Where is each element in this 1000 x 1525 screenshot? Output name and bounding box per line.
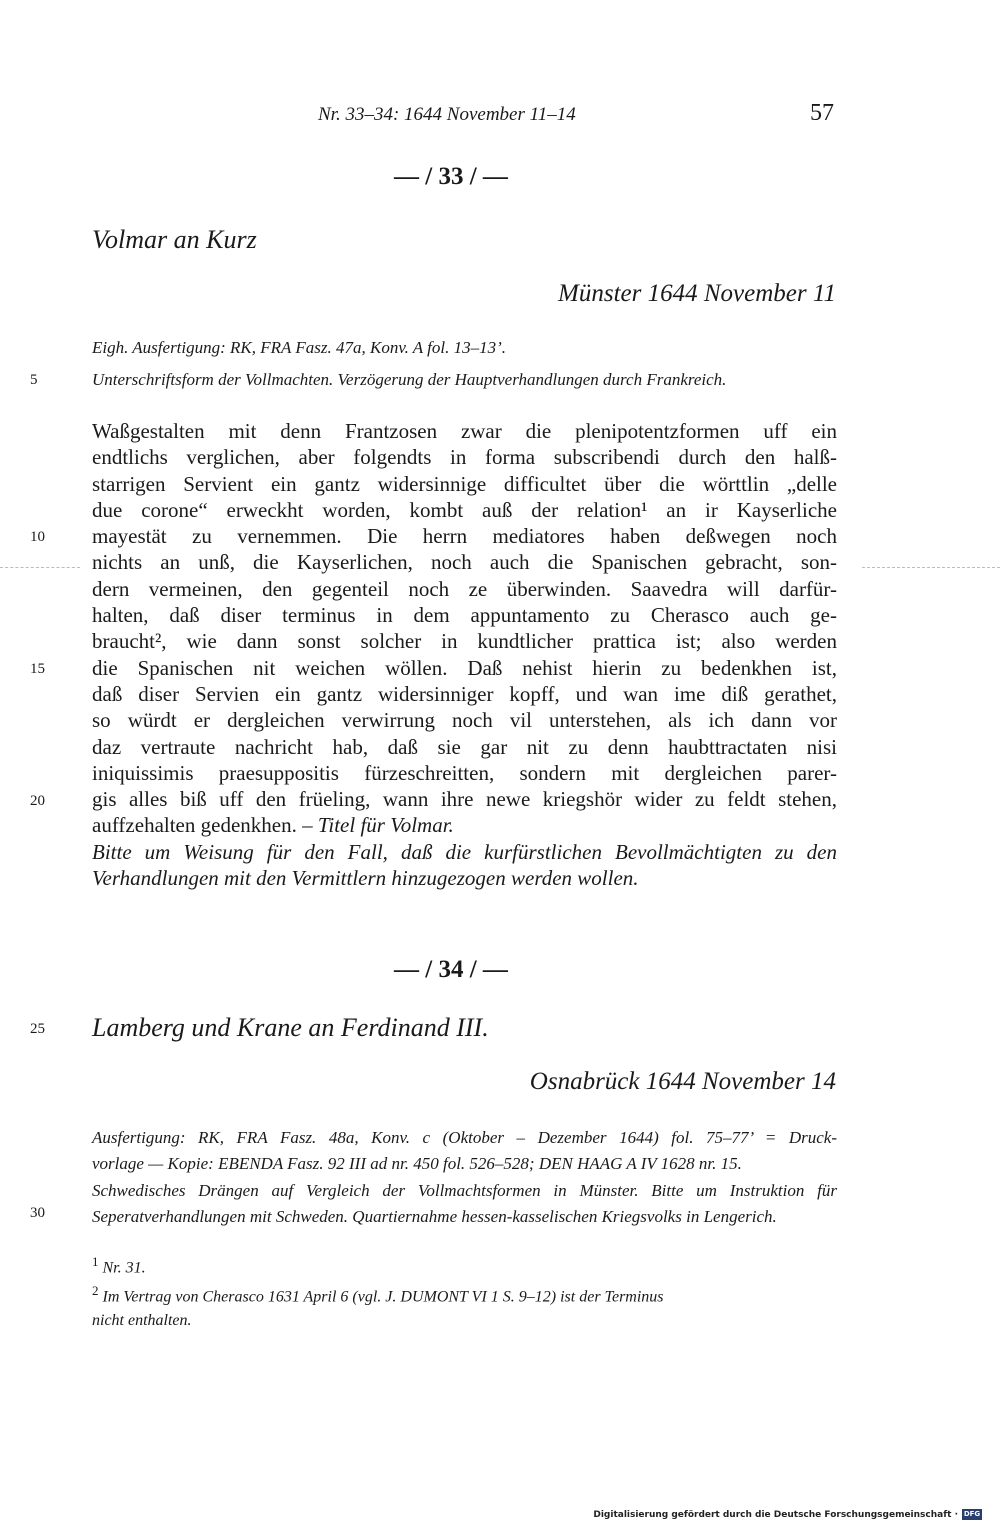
document-title-33: Volmar an Kurz bbox=[92, 225, 257, 254]
page-number: 57 bbox=[810, 100, 834, 126]
body-text-33 bbox=[92, 418, 837, 891]
footnote-text: Nr. 31. bbox=[102, 1259, 146, 1277]
source-note-33: Eigh. Ausfertigung: RK, FRA Fasz. 47a, Konv. A fol. 13–13’. bbox=[92, 338, 506, 357]
document-number-34: — / 34 / — bbox=[394, 956, 508, 983]
request-line: Bitte um Weisung für den Fall, daß die kurfürstlichen Bevollmächtigten zu den bbox=[92, 839, 837, 864]
summary-line: Schwedisches Drängen auf Vergleich der Vollmachtsformen in Münster. Bitte um Instruktion für bbox=[92, 1181, 837, 1200]
footnote-text: Im Vertrag von Cherasco 1631 April 6 (vgl. J. DUMONT VI 1 S. 9–12) ist der Terminus bbox=[102, 1288, 664, 1306]
footnote-2 bbox=[92, 1279, 837, 1308]
body-line: daz vertraute nachricht hab, daß sie gar nit zu denn haubttractaten nisi bbox=[92, 734, 837, 759]
line-number: 15 bbox=[30, 661, 45, 677]
body-line-closing bbox=[92, 812, 837, 838]
request-line: Verhandlungen mit den Vermittlern hinzugezogen werden wollen. bbox=[92, 866, 639, 891]
body-line: gis alles biß uff den früeling, wann ihre newe kriegshör wider zu feldt stehen, bbox=[92, 787, 837, 812]
body-line: daß diser Servien ein gantz widersinniger kopff, und wan ime diß gerathet, bbox=[92, 681, 837, 706]
body-line: nichts an unß, die Kayserlichen, noch auch die Spanischen gebracht, son- bbox=[92, 550, 837, 575]
footnote-marker: 2 bbox=[92, 1283, 99, 1299]
line-number: 10 bbox=[30, 529, 45, 545]
summary-line: Seperatverhandlungen mit Schweden. Quartiernahme hessen-kasselischen Kriegsvolks in Lengerich. bbox=[92, 1207, 777, 1226]
footnotes bbox=[92, 1250, 837, 1332]
line-number: 5 bbox=[30, 372, 38, 388]
document-title-34: Lamberg und Krane an Ferdinand III. bbox=[92, 1013, 489, 1042]
body-line: starrigen Servient ein gantz widersinnige difficultet über die wörttlin „delle bbox=[92, 471, 837, 496]
body-line: halten, daß diser terminus in dem appuntamento zu Cherasco auch ge- bbox=[92, 603, 837, 628]
scan-artifact-left bbox=[0, 567, 80, 569]
digitization-credit: Digitalisierung gefördert durch die Deutsche Forschungsgemeinschaft · bbox=[593, 1510, 958, 1520]
footnote-marker: 1 bbox=[92, 1254, 99, 1269]
running-head: Nr. 33–34: 1644 November 11–14 bbox=[318, 104, 576, 125]
footnote-2-continuation: nicht enthalten. bbox=[92, 1311, 192, 1329]
document-number-33: — / 33 / — bbox=[394, 163, 508, 190]
place-date-33: Münster 1644 November 11 bbox=[558, 280, 836, 307]
body-line: die Spanischen nit weichen wöllen. Daß nehist hierin zu bedenkhen ist, bbox=[92, 655, 837, 680]
summary-33: Unterschriftsform der Vollmachten. Verzögerung der Hauptverhandlungen durch Frankreich. bbox=[92, 370, 727, 389]
line-number: 25 bbox=[30, 1021, 45, 1037]
scan-artifact-right bbox=[862, 567, 1000, 569]
summary-34 bbox=[92, 1178, 837, 1230]
closing-italic: Titel für Volmar. bbox=[317, 813, 454, 838]
footnote-1 bbox=[92, 1250, 837, 1279]
body-line: mayestät zu vernemmen. Die herrn mediatores haben deßwegen noch bbox=[92, 524, 837, 549]
body-line: Waßgestalten mit denn Frantzosen zwar die plenipotentzformen uff ein bbox=[92, 419, 837, 443]
body-line: so würdt er dergleichen verwirrung noch vil unterstehen, als ich dann vor bbox=[92, 708, 837, 733]
body-line-text: auffzehalten gedenkhen. – bbox=[92, 813, 318, 838]
source-note-34 bbox=[92, 1125, 837, 1177]
body-line: due corone“ erweckht worden, kombt auß der relation¹ an ir Kayserliche bbox=[92, 497, 837, 522]
dfg-logo: DFG bbox=[963, 1510, 981, 1518]
line-number: 20 bbox=[30, 793, 45, 809]
source-line: vorlage — Kopie: EBENDA Fasz. 92 III ad nr. 450 fol. 526–528; DEN HAAG A IV 1628 nr. 15. bbox=[92, 1154, 742, 1173]
body-line: braucht², wie dann sonst solcher in kundtlicher prattica ist; also werden bbox=[92, 629, 837, 654]
place-date-34: Osnabrück 1644 November 14 bbox=[529, 1068, 836, 1095]
source-line: Ausfertigung: RK, FRA Fasz. 48a, Konv. c (Oktober – Dezember 1644) fol. 75–77’ = Druck- bbox=[92, 1128, 837, 1147]
line-number: 30 bbox=[30, 1205, 45, 1221]
body-line: endtlichs verglichen, aber folgendts in forma subscribendi durch den halß- bbox=[92, 445, 837, 470]
body-line: dern vermeinen, den gegenteil noch ze überwinden. Saavedra will darfür- bbox=[92, 576, 837, 601]
body-line: iniquissimis praesuppositis fürzeschreitten, sondern mit dergleichen parer- bbox=[92, 760, 837, 785]
